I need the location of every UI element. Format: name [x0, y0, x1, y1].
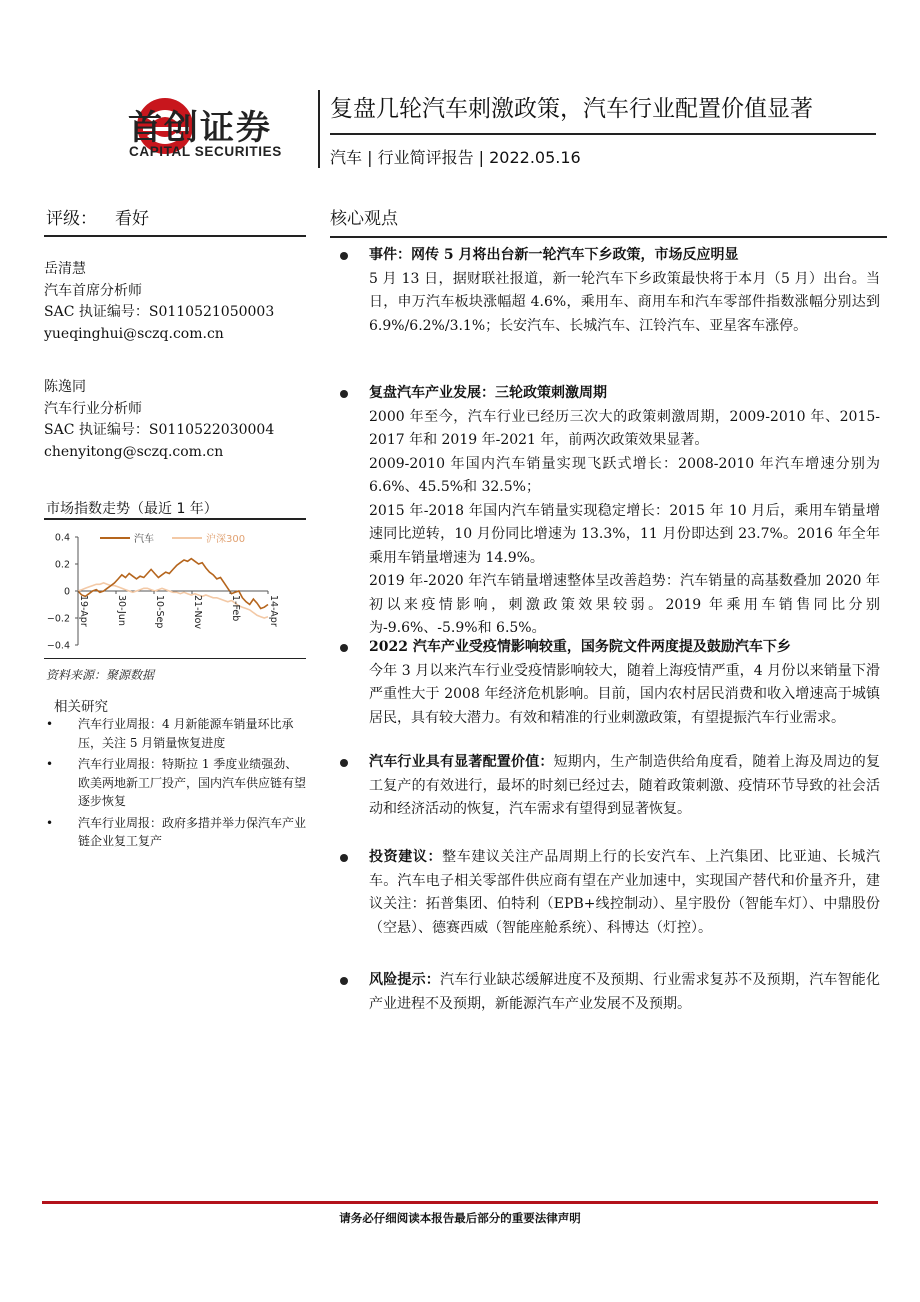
related-research-item[interactable]: • 汽车行业周报：4 月新能源车销量环比承压，关注 5 月销量恢复进度 [46, 717, 294, 750]
y-tick-label: 0.2 [54, 559, 70, 571]
analyst-card [44, 377, 274, 463]
footer-disclaimer: 请务必仔细阅读本报告最后部分的重要法律声明 [339, 1211, 581, 1225]
related-research-title: 相关研究 [54, 699, 108, 715]
section-para: 短期内，生产制造供给角度看，随着上海及周边的复工复产的有效进行，最坏的时刻已经过去，随着政策刺激、疫情环节导致的社会活动和经济活动的恢复，汽车需求有望得到显著恢复。 [369, 754, 881, 817]
bullet-icon [340, 854, 348, 862]
chart-source: 资料来源：聚源数据 [46, 668, 155, 682]
analyst-sac: SAC 执证编号：S0110521050003 [44, 304, 275, 320]
section-para: 5 月 13 日，据财联社报道，新一轮汽车下乡政策最快将于本月（5 月）出台。当日，申万汽车板块涨幅超 4.6%，乘用车、商用车和汽车零部件指数涨幅分别达到 6.9%/6.2%/3.1%；长安汽车、长城汽车、江铃汽车、亚星客车涨停。 [369, 270, 880, 334]
bullet-icon [340, 977, 348, 985]
section-para: 2015 年-2018 年国内汽车销量实现稳定增长：2015 年 10 月后，乘用车销量增速同比逆转，10 月份同比增速为 13.3%，11 月份即达到 23.7%。2016 年全年乘用车销量增速为 14.9%。 [369, 502, 880, 566]
related-research-item[interactable]: • 汽车行业周报：特斯拉 1 季度业绩强劲、欧美两地新工厂投产，国内汽车供应链有望逐步恢复 [46, 757, 307, 808]
y-tick-label: −0.2 [46, 613, 70, 625]
core-section-risk [340, 969, 880, 1016]
market-chart-title: 市场指数走势（最近 1 年） [46, 501, 218, 517]
y-tick-label: 0 [63, 586, 70, 598]
bullet-icon [340, 759, 348, 767]
analyst-name: 陈逸同 [44, 379, 86, 395]
market-index-chart [44, 525, 306, 655]
analyst-email[interactable]: yueqinghui@sczq.com.cn [44, 325, 224, 342]
rating-value: 看好 [115, 209, 149, 229]
x-tick-label: 21-Nov [192, 595, 203, 630]
rating-label: 评级： [46, 209, 97, 229]
section-head: 汽车行业具有显著配置价值： [369, 754, 554, 770]
analyst-role: 汽车首席分析师 [44, 282, 142, 299]
rating [46, 204, 149, 229]
related-research-list [44, 715, 308, 854]
core-section-value [340, 751, 880, 822]
bullet-icon [340, 644, 348, 652]
related-research-item[interactable]: • 汽车行业周报：政府多措并举力保汽车产业链企业复工复产 [46, 815, 307, 848]
section-head: 复盘汽车产业发展：三轮政策刺激周期 [369, 385, 607, 401]
x-tick-label: 30-Jun [116, 595, 127, 626]
legend-label: 沪深300 [206, 534, 246, 545]
report-title: 复盘几轮汽车刺激政策，汽车行业配置价值显著 [330, 96, 813, 122]
analyst-card [44, 259, 274, 345]
y-tick-label: −0.4 [46, 640, 70, 652]
x-tick-label: 10-Sep [154, 595, 165, 629]
section-head: 风险提示： [369, 972, 440, 988]
section-head: 2022 汽车产业受疫情影响较重，国务院文件两度提及鼓励汽车下乡 [369, 639, 791, 655]
chart-bottom-rule [44, 658, 306, 659]
core-section-history [340, 382, 880, 641]
analyst-role: 汽车行业分析师 [44, 400, 142, 417]
analyst-sac: SAC 执证编号：S0110522030004 [44, 422, 275, 438]
header-divider [318, 90, 320, 168]
legend-label: 汽车 [134, 534, 154, 545]
x-tick-label: 19-Apr [78, 595, 89, 627]
section-para: 2009-2010 年国内汽车销量实现飞跃式增长：2008-2010 年汽车增速分别为 6.6%、45.5%和 32.5%； [369, 455, 880, 495]
section-para: 今年 3 月以来汽车行业受疫情影响较大，随着上海疫情严重，4 月份以来销量下滑严重性大于 2008 年经济危机影响。目前，国内农村居民消费和收入增速高于城镇居民，具有较大潜力。有效和精准的行业刺激政策，有望提振汽车行业需求。 [369, 662, 880, 726]
logo-name-cn: 首创证券 [128, 108, 272, 148]
section-para: 2019 年-2020 年汽车销量增速整体呈改善趋势：汽车销量的高基数叠加 2020 年初以来疫情影响，刺激政策效果较弱。2019 年乘用车销售同比分别为-9.6%、-5.9%和 6.5%。 [369, 573, 880, 636]
y-tick-label: 0.4 [54, 532, 70, 544]
core-section-advice [340, 846, 880, 940]
bullet-icon: • [46, 717, 54, 731]
section-head: 投资建议： [369, 849, 443, 865]
x-tick-label: 14-Apr [268, 595, 279, 627]
core-section-event [340, 244, 880, 338]
rating-rule [44, 235, 306, 237]
section-para: 汽车行业缺芯缓解进度不及预期、行业需求复苏不及预期，汽车智能化产业进程不及预期，新能源汽车产业发展不及预期。 [369, 972, 880, 1012]
analyst-email[interactable]: chenyitong@sczq.com.cn [44, 443, 224, 460]
core-views-rule [330, 236, 887, 238]
section-para: 整车建议关注产品周期上行的长安汽车、上汽集团、比亚迪、长城汽车。汽车电子相关零部件供应商有望在产业加速中，实现国产替代和价量齐升，建议关注：拓普集团、伯特利（EPB+线控制动）、星宇股份（智能车灯）、中鼎股份（空悬）、德赛西威（智能座舱系统）、科博达（灯控）。 [369, 849, 881, 936]
section-head: 事件：网传 5 月将出台新一轮汽车下乡政策，市场反应明显 [369, 247, 739, 263]
chart-title-rule [44, 518, 306, 520]
section-para: 2000 年至今，汽车行业已经历三次大的政策刺激周期，2009-2010 年、2015-2017 年和 2019 年-2021 年，前两次政策效果显著。 [369, 408, 880, 448]
logo-name-en: CAPITAL SECURITIES [129, 144, 282, 159]
bullet-icon [340, 390, 348, 398]
bullet-icon: • [46, 757, 54, 771]
core-section-2022 [340, 636, 880, 730]
bullet-icon: • [46, 815, 54, 830]
analyst-name: 岳清慧 [44, 261, 86, 277]
title-rule [330, 133, 876, 135]
footer-rule [42, 1201, 878, 1204]
x-tick-label: 1-Feb [230, 595, 241, 622]
bullet-icon [340, 252, 348, 260]
report-subtitle: 汽车 | 行业简评报告 | 2022.05.16 [330, 148, 581, 167]
core-views-heading: 核心观点 [330, 209, 398, 229]
